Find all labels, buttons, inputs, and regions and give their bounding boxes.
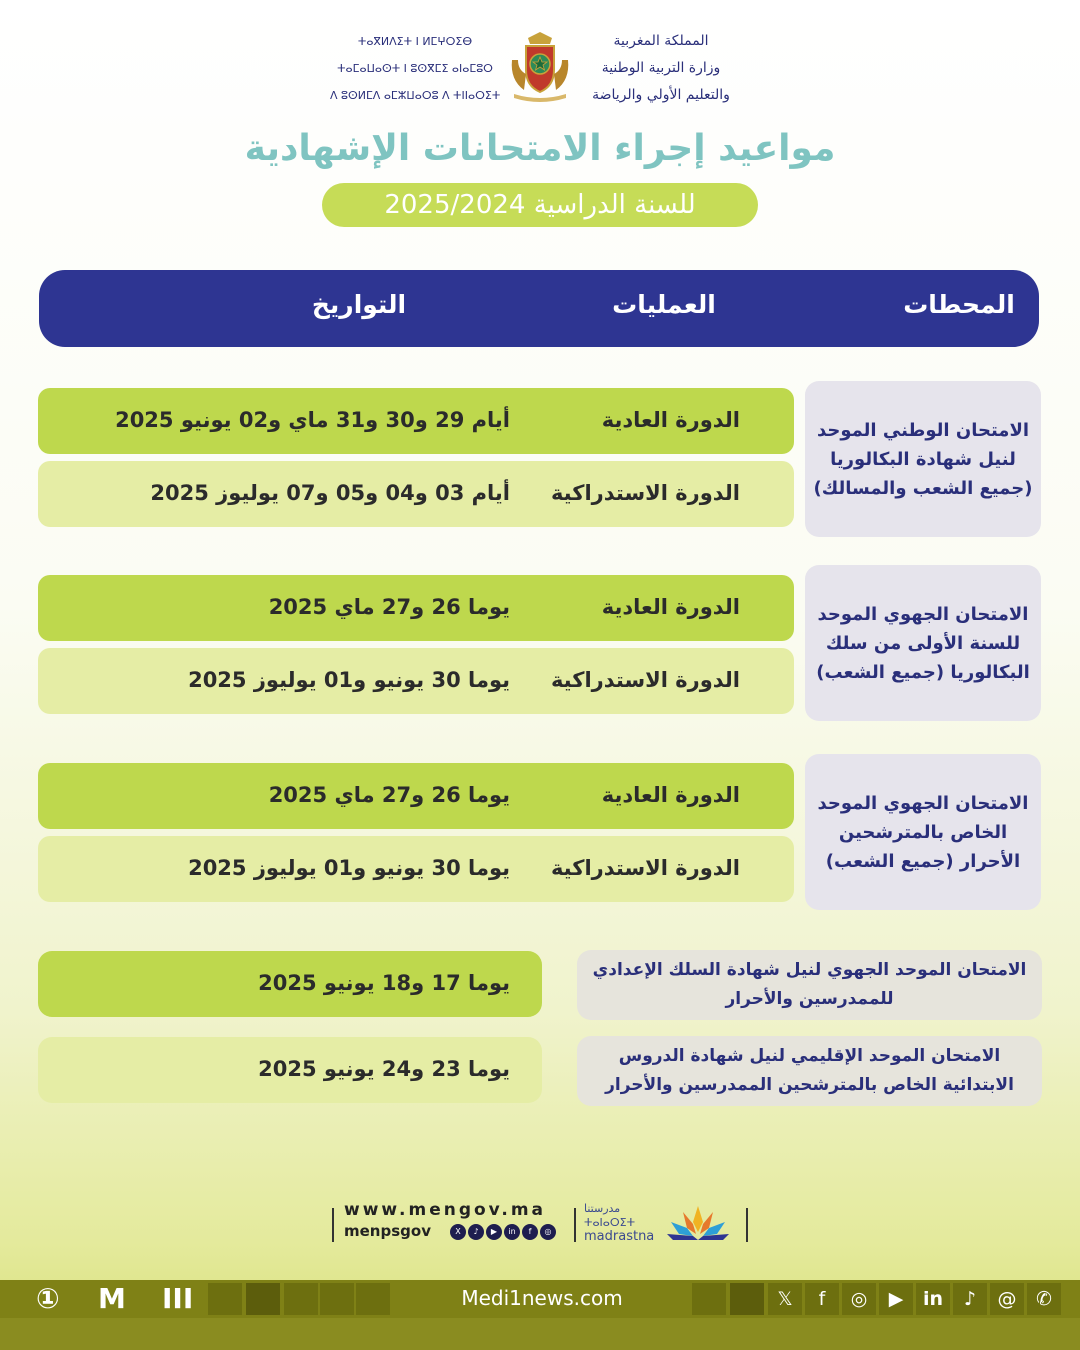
madrastna-wordmark (584, 1202, 662, 1244)
tifinagh-ministry-name (330, 28, 500, 109)
instagram-icon[interactable]: ◎ (540, 1224, 556, 1240)
broadcaster-strip (0, 1280, 1080, 1318)
station-primary-certificate (577, 1036, 1042, 1106)
column-header-stations: المحطات (903, 290, 1015, 319)
station-label: الامتحان الجهوي الموحد للسنة الأولى من سلك البكالوريا (جميع الشعب) (816, 603, 1030, 683)
operation-cell: الدورة الاستدراكية (550, 481, 740, 505)
station-label: الامتحان الموحد الجهوي لنيل شهادة السلك الإعدادي للممدرسين والأحرار (592, 960, 1027, 1009)
ministry-line-3: والتعليم الأولي والرياضة (592, 87, 730, 103)
divider (574, 1208, 576, 1242)
academic-year-badge: للسنة الدراسية 2025/2024 (322, 183, 758, 227)
divider (332, 1208, 334, 1242)
threads-icon[interactable]: @ (990, 1283, 1024, 1315)
medi1-m-logo-icon[interactable]: M (98, 1282, 126, 1315)
operation-cell: الدورة الاستدراكية (550, 856, 740, 880)
date-cell: يوما 23 و24 يونيو 2025 (258, 1057, 510, 1081)
station-regional-first-year-bac (805, 565, 1041, 721)
ministry-footer (330, 1200, 750, 1250)
x-icon[interactable]: 𝕏 (768, 1283, 802, 1315)
divider (746, 1208, 748, 1242)
date-cell: يوما 30 يونيو و01 يوليوز 2025 (188, 856, 510, 880)
decor-cell (356, 1283, 390, 1315)
table-row (38, 388, 794, 454)
x-icon[interactable]: X (450, 1224, 466, 1240)
decor-cell (730, 1283, 764, 1315)
madrastna-arabic: مدرستنا (584, 1202, 621, 1215)
tifinagh-line-2: ⵜⴰⵎⴰⵡⴰⵙⵜ ⵏ ⵓⵙⴳⵎⵉ ⴰⵏⴰⵎⵓⵔ (337, 62, 493, 75)
decor-cell (320, 1283, 354, 1315)
ministry-line-1: المملكة المغربية (613, 33, 709, 49)
tiktok-icon[interactable]: ♪ (468, 1224, 484, 1240)
table-row (38, 461, 794, 527)
date-cell: أيام 29 و30 و31 ماي و02 يونيو 2025 (115, 408, 510, 432)
operation-cell: الدورة العادية (601, 595, 740, 619)
station-preparatory-certificate (577, 950, 1042, 1020)
ministry-name-arabic (576, 28, 746, 109)
youtube-icon[interactable]: ▶ (486, 1224, 502, 1240)
site-link[interactable]: Medi1news.com (461, 1286, 623, 1310)
madrastna-tifinagh: ⵜⴰⵏⴰⵔⵉⵜ (584, 1216, 636, 1229)
operation-cell: الدورة الاستدراكية (550, 668, 740, 692)
table-row (38, 575, 794, 641)
station-label: الامتحان الموحد الإقليمي لنيل شهادة الدروس الابتدائية الخاص بالمترشحين الممدرسين والأحرار (605, 1046, 1014, 1095)
page-title: مواعيد إجراء الامتحانات الإشهادية (244, 128, 836, 169)
decor-cell (208, 1283, 242, 1315)
column-header-operations: العمليات (612, 290, 716, 319)
tiktok-icon[interactable]: ♪ (953, 1283, 987, 1315)
instagram-icon[interactable]: ◎ (842, 1283, 876, 1315)
decor-cell (284, 1283, 318, 1315)
table-row (38, 648, 794, 714)
broadcaster-bar (0, 1280, 1080, 1350)
royal-coat-of-arms-icon (506, 30, 574, 102)
medi1-radio-logo-icon[interactable]: ① (36, 1282, 60, 1315)
linkedin-icon[interactable]: in (504, 1224, 520, 1240)
operation-cell: الدورة العادية (601, 408, 740, 432)
website-link[interactable]: www.mengov.ma (344, 1200, 547, 1220)
column-header-dates: التواريخ (311, 290, 407, 319)
date-cell: يوما 17 و18 يونيو 2025 (258, 971, 510, 995)
madrastna-latin: madrastna (584, 1229, 655, 1244)
facebook-icon[interactable]: f (522, 1224, 538, 1240)
madrastna-flower-logo-icon (663, 1202, 733, 1246)
tifinagh-line-1: ⵜⴰⴳⵍⴷⵉⵜ ⵏ ⵍⵎⵖⵔⵉⴱ (357, 35, 473, 48)
tifinagh-line-3: ⴷ ⵓⵙⵍⵎⴷ ⴰⵎⵣⵡⴰⵔⵓ ⴷ ⵜⵏⵏⴰⵔⵉⵜ (330, 89, 501, 102)
medi1-tv-logo-icon[interactable]: III (162, 1282, 194, 1315)
table-row (38, 1037, 542, 1103)
whatsapp-icon[interactable]: ✆ (1027, 1283, 1061, 1315)
ministry-line-2: وزارة التربية الوطنية (601, 60, 721, 76)
station-label: الامتحان الوطني الموحد لنيل شهادة البكالوريا (جميع الشعب والمسالك) (813, 419, 1033, 499)
date-cell: يوما 26 و27 ماي 2025 (268, 595, 510, 619)
decor-cell (692, 1283, 726, 1315)
table-row (38, 951, 542, 1017)
facebook-icon[interactable]: f (805, 1283, 839, 1315)
operation-cell: الدورة العادية (601, 783, 740, 807)
station-regional-free-candidates (805, 754, 1041, 910)
date-cell: يوما 30 يونيو و01 يوليوز 2025 (188, 668, 510, 692)
youtube-icon[interactable]: ▶ (879, 1283, 913, 1315)
decor-cell (246, 1283, 280, 1315)
ministry-header (0, 28, 1080, 108)
table-row (38, 763, 794, 829)
social-icons (450, 1224, 556, 1240)
linkedin-icon[interactable]: in (916, 1283, 950, 1315)
station-label: الامتحان الجهوي الموحد الخاص بالمترشحين الأحرار (جميع الشعب) (817, 792, 1029, 872)
table-row (38, 836, 794, 902)
station-national-baccalaureate (805, 381, 1041, 537)
table-header (39, 270, 1039, 347)
social-handle: menpsgov (344, 1222, 431, 1240)
date-cell: يوما 26 و27 ماي 2025 (268, 783, 510, 807)
date-cell: أيام 03 و04 و05 و07 يوليوز 2025 (150, 481, 510, 505)
